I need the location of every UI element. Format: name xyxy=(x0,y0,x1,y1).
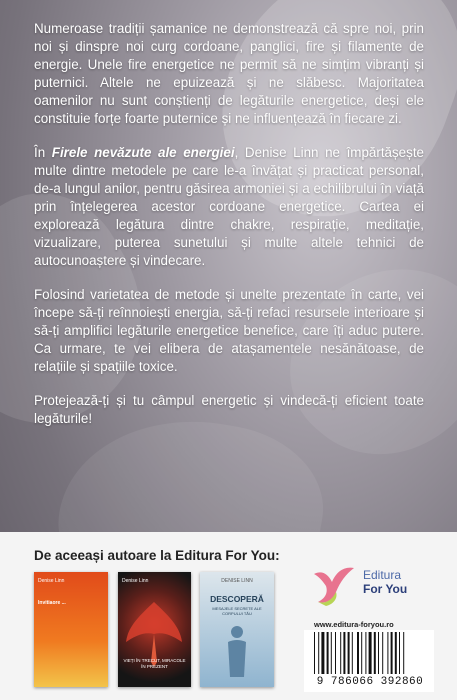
book-cover-3 xyxy=(200,572,274,687)
description-paragraph-3: Folosind varietatea de metode și unelte prezentate în carte, vei începe să-ți reînnoiești energia, să-ți refaci resursele interioare și să-ți amplifici legăturile energetice benefice, care îți aduc putere. Ca urmare, te vei elibera de atașamentele nesănătoase, de relațiile și spațiile toxice. xyxy=(34,287,424,374)
publisher-name xyxy=(363,568,407,596)
phoenix-icon xyxy=(118,572,191,687)
description-paragraph-2 xyxy=(34,144,424,270)
barcode-icon xyxy=(312,632,426,676)
isbn-number: 9 786066 392860 xyxy=(316,676,424,688)
book-3-author: DENISE LINN xyxy=(221,578,253,584)
book-3-title: DESCOPERĂ xyxy=(210,594,264,604)
bird-logo-icon xyxy=(308,560,358,608)
description-paragraph-4: Protejează-ți și tu câmpul energetic și vindecă-ți eficient toate legăturile! xyxy=(34,393,424,426)
book-2-title: VIEȚI ÎN TRECUT, MIRACOLE ÎN PREZENT xyxy=(123,658,186,669)
paragraph-2-prefix: În xyxy=(34,145,52,160)
publisher-name-line1: Editura xyxy=(363,568,402,582)
publisher-website: www.editura-foryou.ro xyxy=(314,620,394,629)
book-1-title: Invitiaore ... xyxy=(38,600,66,606)
bottom-info-bar xyxy=(0,532,457,700)
isbn-barcode xyxy=(304,630,434,692)
publisher-logo xyxy=(308,560,428,608)
book-2-author: Denise Linn xyxy=(122,578,149,584)
back-cover-description xyxy=(34,20,424,442)
description-paragraph-1: Numeroase tradiții șamanice ne demonstrează că spre noi, prin noi și dinspre noi curg cordoane, panglici, fire și filamente de energie. Unele fire energetice ne permit să ne simțim vibranți și puternici. Altele ne epuizează și ne slăbesc. Majoritatea oamenilor nu sunt conștienți de legăturile energetice, deși ele constituie forțe foarte puternice și ne influențează în fiecare zi. xyxy=(34,21,424,126)
book-cover-2 xyxy=(118,572,191,687)
book-cover-1 xyxy=(34,572,108,687)
book-title-italic: Firele nevăzute ale energiei xyxy=(51,145,235,160)
human-silhouette-icon xyxy=(200,572,274,687)
publisher-name-line2: For You xyxy=(363,582,408,596)
book-1-author: Denise Linn xyxy=(38,578,65,584)
also-by-heading: De aceeași autoare la Editura For You: xyxy=(34,548,280,563)
book-3-subtitle: MESAJELE SECRETE ALE CORPULUI TĂU xyxy=(212,606,262,616)
paragraph-2-rest: , Denise Linn ne împărtășește multe dintre metodele pe care le-a învățat și practicat personal, de-a lungul anilor, pentru găsirea armoniei și a echilibrului în viață prin înțelegerea acestor cordoane energetice. Cartea ei explorează legătura dintre chakre, respirație, meditație, vizualizare, puterea sunetului și multe altele tehnici de autocunoaștere și vindecare. xyxy=(34,145,424,268)
